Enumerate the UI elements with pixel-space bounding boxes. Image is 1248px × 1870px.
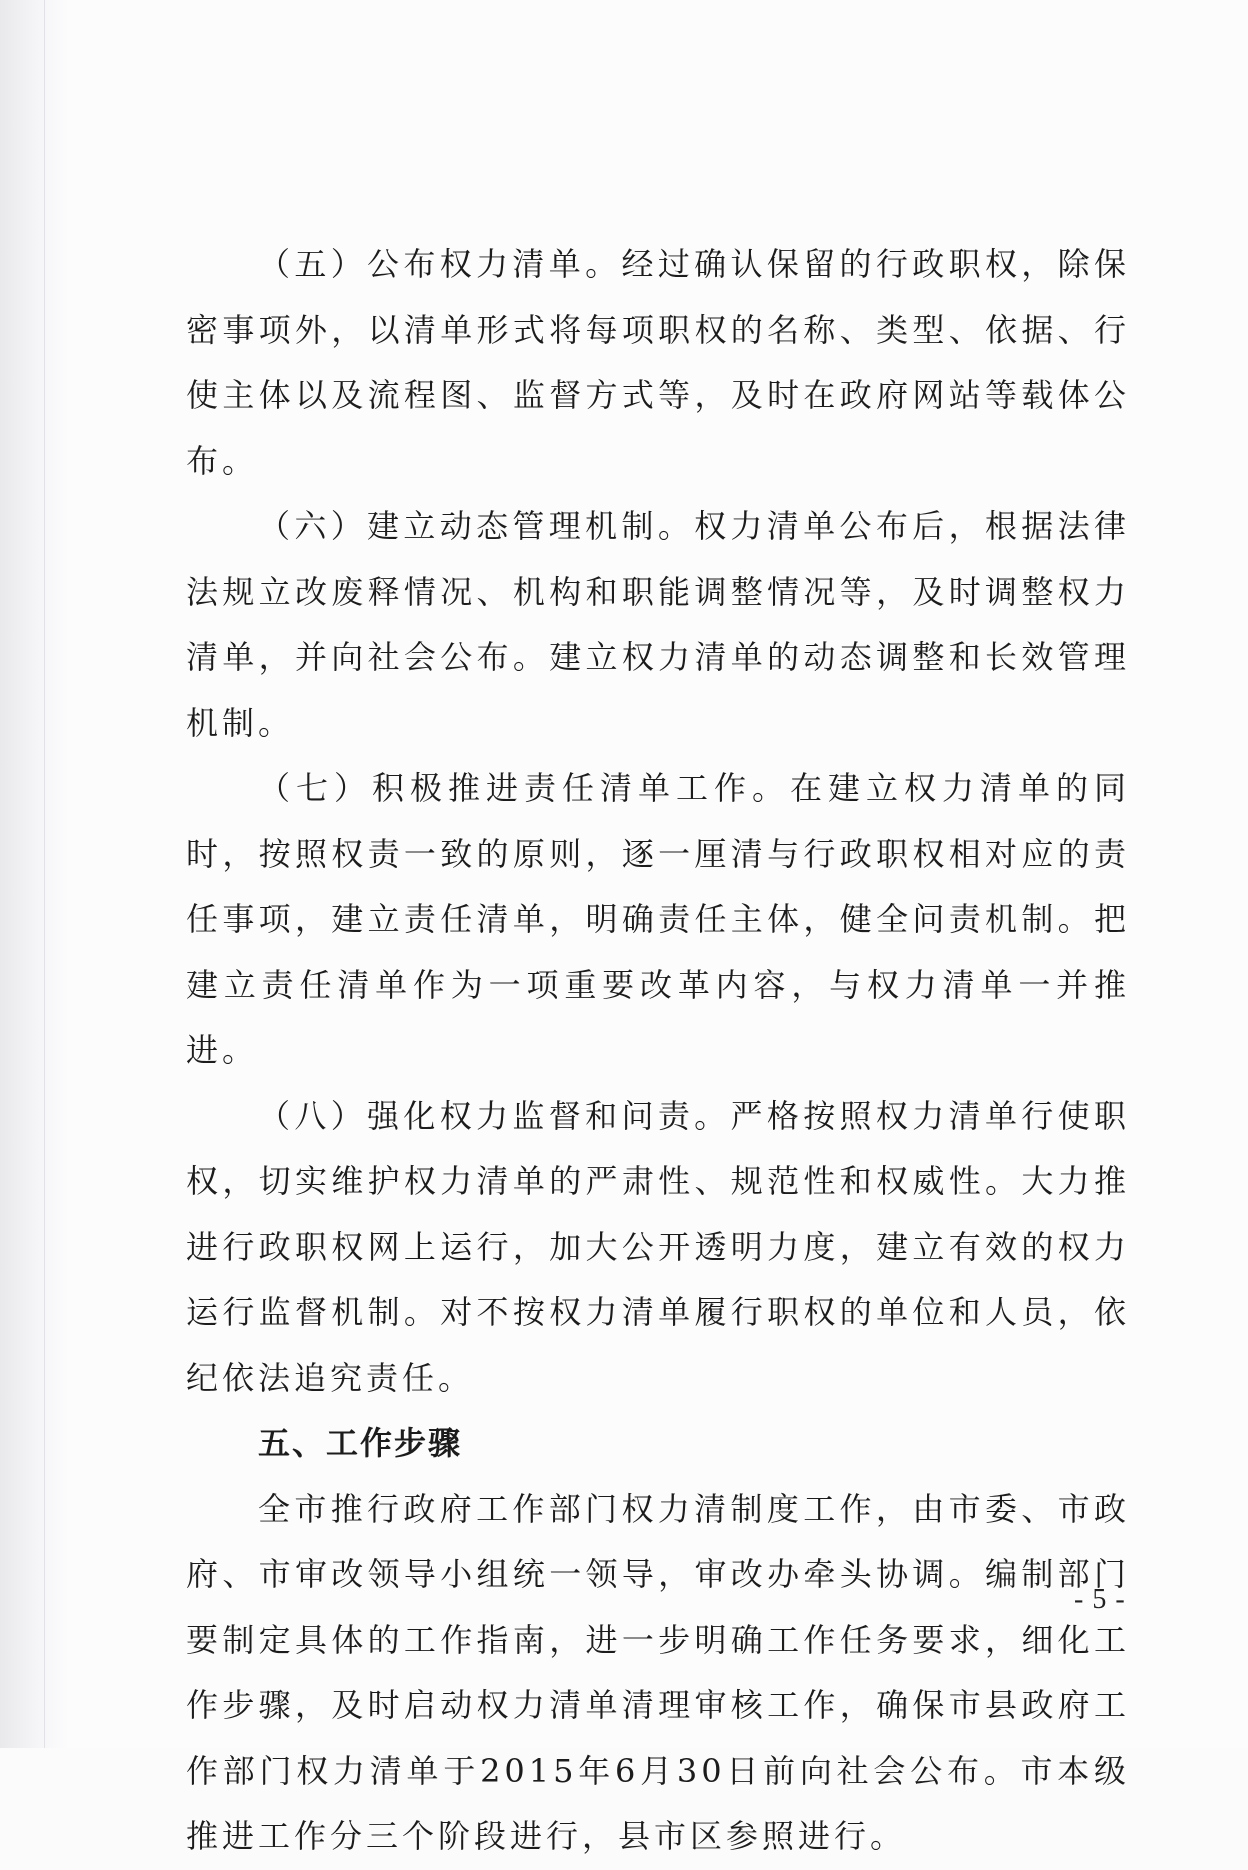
- paragraph-5-publish-power-list: （五）公布权力清单。经过确认保留的行政职权，除保密事项外，以清单形式将每项职权的名称、类型、依据、行使主体以及流程图、监督方式等，及时在政府网站等载体公布。: [186, 245, 1130, 480]
- paragraph-8-supervision-accountability: （八）强化权力监督和问责。严格按照权力清单行使职权，切实维护权力清单的严肃性、规范性和权威性。大力推进行政职权网上运行，加大公开透明力度，建立有效的权力运行监督机制。对不按权力清单履行职权的单位和人员，依纪依法追究责任。: [186, 1096, 1130, 1397]
- paragraph-work-steps: 全市推行政府工作部门权力清制度工作，由市委、市政府、市审改领导小组统一领导，审改办牵头协调。编制部门要制定具体的工作指南，进一步明确工作任务要求，细化工作步骤，及时启动权力清单清理审核工作，确保市县政府工作部门权力清单于2015年6月30日前向社会公布。市本级推进工作分三个阶段进行，县市区参照进行。: [186, 1489, 1130, 1855]
- paragraph-7-responsibility-list: （七）积极推进责任清单工作。在建立权力清单的同时，按照权责一致的原则，逐一厘清与行政职权相对应的责任事项，建立责任清单，明确责任主体，健全问责机制。把建立责任清单作为一项重要改革内容，与权力清单一并推进。: [186, 769, 1130, 1069]
- section-heading-work-steps: 五、工作步骤: [258, 1424, 463, 1462]
- page-number: - 5 -: [1074, 1584, 1126, 1615]
- page-binding-edge: [44, 0, 45, 1748]
- paragraph-6-dynamic-management: （六）建立动态管理机制。权力清单公布后，根据法律法规立改废释情况、机构和职能调整情况等，及时调整权力清单，并向社会公布。建立权力清单的动态调整和长效管理机制。: [186, 507, 1130, 742]
- document-body: [186, 232, 1130, 1870]
